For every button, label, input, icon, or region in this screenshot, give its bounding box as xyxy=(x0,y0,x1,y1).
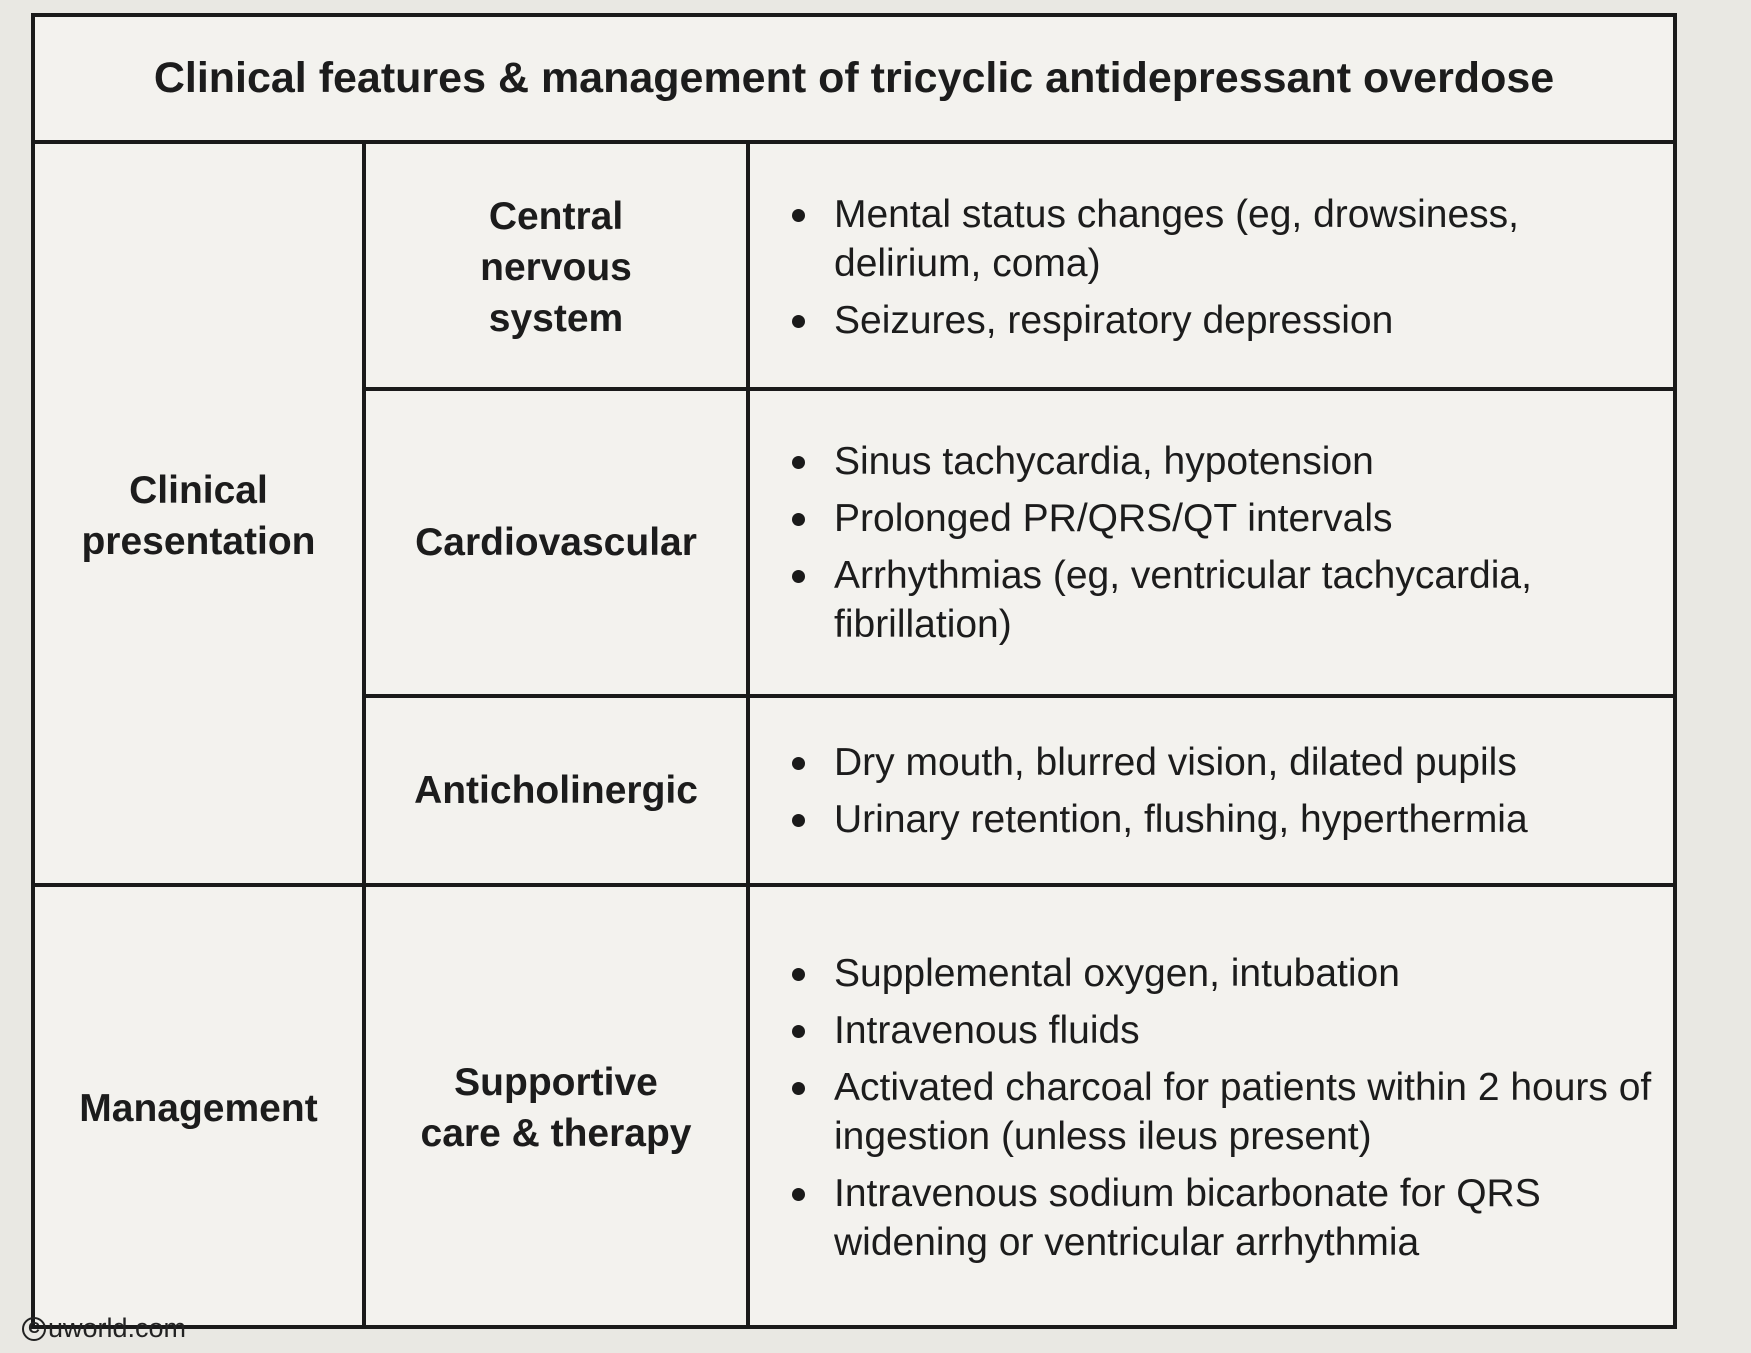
copyright-notice xyxy=(22,1313,186,1344)
system-label-anticholinergic: Anticholinergic xyxy=(414,769,698,812)
list-item: Activated charcoal for patients within 2 hours of ingestion (unless ileus present) xyxy=(788,1063,1677,1161)
group-label-management: Management xyxy=(79,1086,318,1130)
list-item: Sinus tachycardia, hypotension xyxy=(788,437,1677,486)
table-title-row xyxy=(35,17,1673,144)
list-item: Mental status changes (eg, drowsiness, delirium, coma) xyxy=(788,190,1677,288)
copyright-icon: C xyxy=(22,1317,46,1341)
features-cardiovascular xyxy=(750,391,1677,694)
bullet-list xyxy=(750,429,1677,657)
list-item: Urinary retention, flushing, hyperthermia xyxy=(788,795,1677,844)
features-anticholinergic xyxy=(750,698,1677,883)
system-label-supportive-care: Supportive care & therapy xyxy=(420,1061,692,1155)
tca-overdose-table xyxy=(31,13,1677,1329)
list-item: Arrhythmias (eg, ventricular tachycardia, fibrillation) xyxy=(788,551,1677,649)
system-label-cns: Central nervous system xyxy=(480,195,632,340)
list-item: Intravenous fluids xyxy=(788,1006,1677,1055)
list-item: Seizures, respiratory depression xyxy=(788,296,1677,345)
source-text: uworld.com xyxy=(48,1313,187,1343)
list-item: Prolonged PR/QRS/QT intervals xyxy=(788,494,1677,543)
list-item: Intravenous sodium bicarbonate for QRS widening or ventricular arrhythmia xyxy=(788,1169,1677,1267)
bullet-list xyxy=(750,182,1677,353)
management-measures xyxy=(750,887,1677,1329)
table-title: Clinical features & management of tricyclic antidepressant overdose xyxy=(153,54,1555,102)
bullet-list xyxy=(750,941,1677,1275)
group-label-clinical-presentation: Clinical presentation xyxy=(81,468,316,563)
list-item: Dry mouth, blurred vision, dilated pupils xyxy=(788,738,1677,787)
system-label-cardiovascular: Cardiovascular xyxy=(415,521,697,564)
features-cns xyxy=(750,148,1677,387)
list-item: Supplemental oxygen, intubation xyxy=(788,949,1677,998)
bullet-list xyxy=(750,730,1677,852)
